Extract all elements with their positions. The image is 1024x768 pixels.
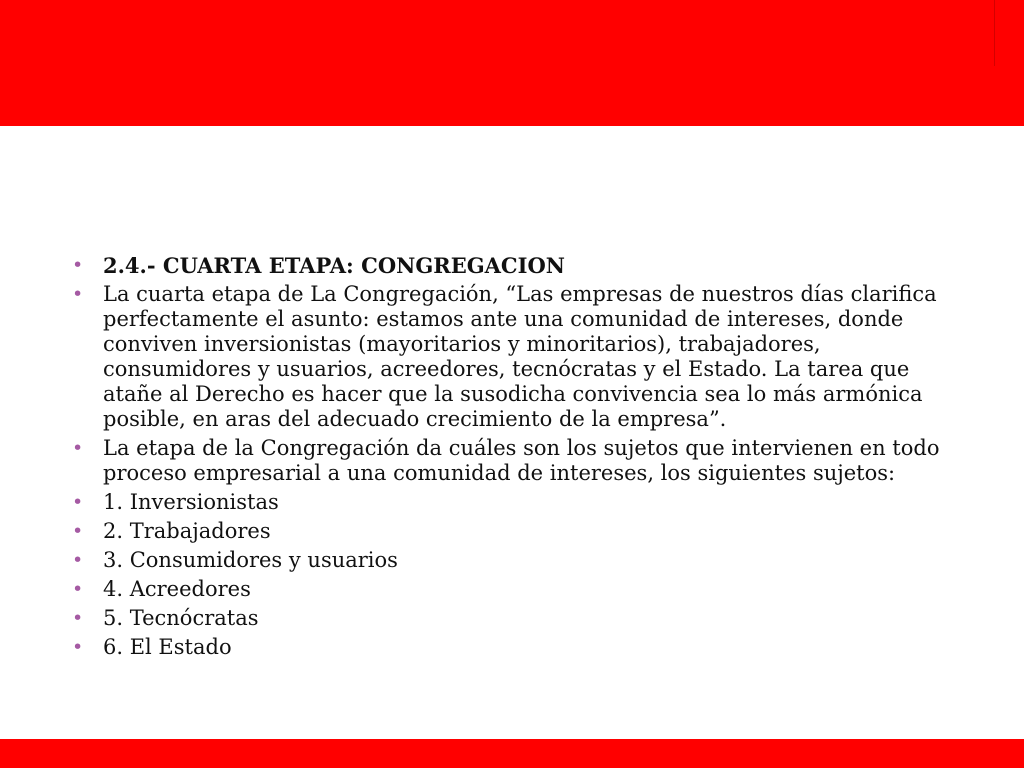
bullet-icon: • xyxy=(72,283,84,305)
heading-item xyxy=(72,253,972,278)
list-item-trabajadores xyxy=(72,519,972,544)
list-item-text: 6. El Estado xyxy=(103,635,232,659)
bullet-icon: • xyxy=(72,254,84,276)
list-item-text: 2. Trabajadores xyxy=(103,519,271,543)
list-item-inversionistas xyxy=(72,490,972,515)
bottom-red-band xyxy=(0,739,1024,768)
top-band-divider-line xyxy=(994,0,995,66)
list-item-estado xyxy=(72,635,972,660)
list-item-text: 3. Consumidores y usuarios xyxy=(103,548,398,572)
top-red-band xyxy=(0,0,1024,126)
list-item-text: 1. Inversionistas xyxy=(103,490,279,514)
list-item-acreedores xyxy=(72,577,972,602)
heading-text: 2.4.- CUARTA ETAPA: CONGREGACION xyxy=(103,253,565,278)
paragraph-item-1 xyxy=(72,282,972,432)
bullet-icon: • xyxy=(72,549,84,571)
list-item-tecnocratas xyxy=(72,606,972,631)
paragraph-item-2 xyxy=(72,436,972,486)
paragraph-text-1: La cuarta etapa de La Congregación, “Las empresas de nuestros días clarifica perfectamente el asunto: estamos ante una comunidad de intereses, donde conviven inversionistas (mayoritarios y minoritarios), trabajadores, consumidores y usuarios, acreedores, tecnócratas y el Estado. La tarea que atañe al Derecho es hacer que la susodicha convivencia sea lo más armónica posible, en aras del adecuado crecimiento de la empresa”. xyxy=(103,282,937,431)
bullet-icon: • xyxy=(72,578,84,600)
list-item-text: 5. Tecnócratas xyxy=(103,606,259,630)
bullet-icon: • xyxy=(72,437,84,459)
paragraph-text-2: La etapa de la Congregación da cuáles son los sujetos que intervienen en todo proceso empresarial a una comunidad de intereses, los siguientes sujetos: xyxy=(103,436,940,485)
bullet-list xyxy=(72,253,972,664)
bullet-icon: • xyxy=(72,636,84,658)
list-item-text: 4. Acreedores xyxy=(103,577,251,601)
bullet-icon: • xyxy=(72,607,84,629)
list-item-consumidores xyxy=(72,548,972,573)
bullet-icon: • xyxy=(72,520,84,542)
bullet-icon: • xyxy=(72,491,84,513)
